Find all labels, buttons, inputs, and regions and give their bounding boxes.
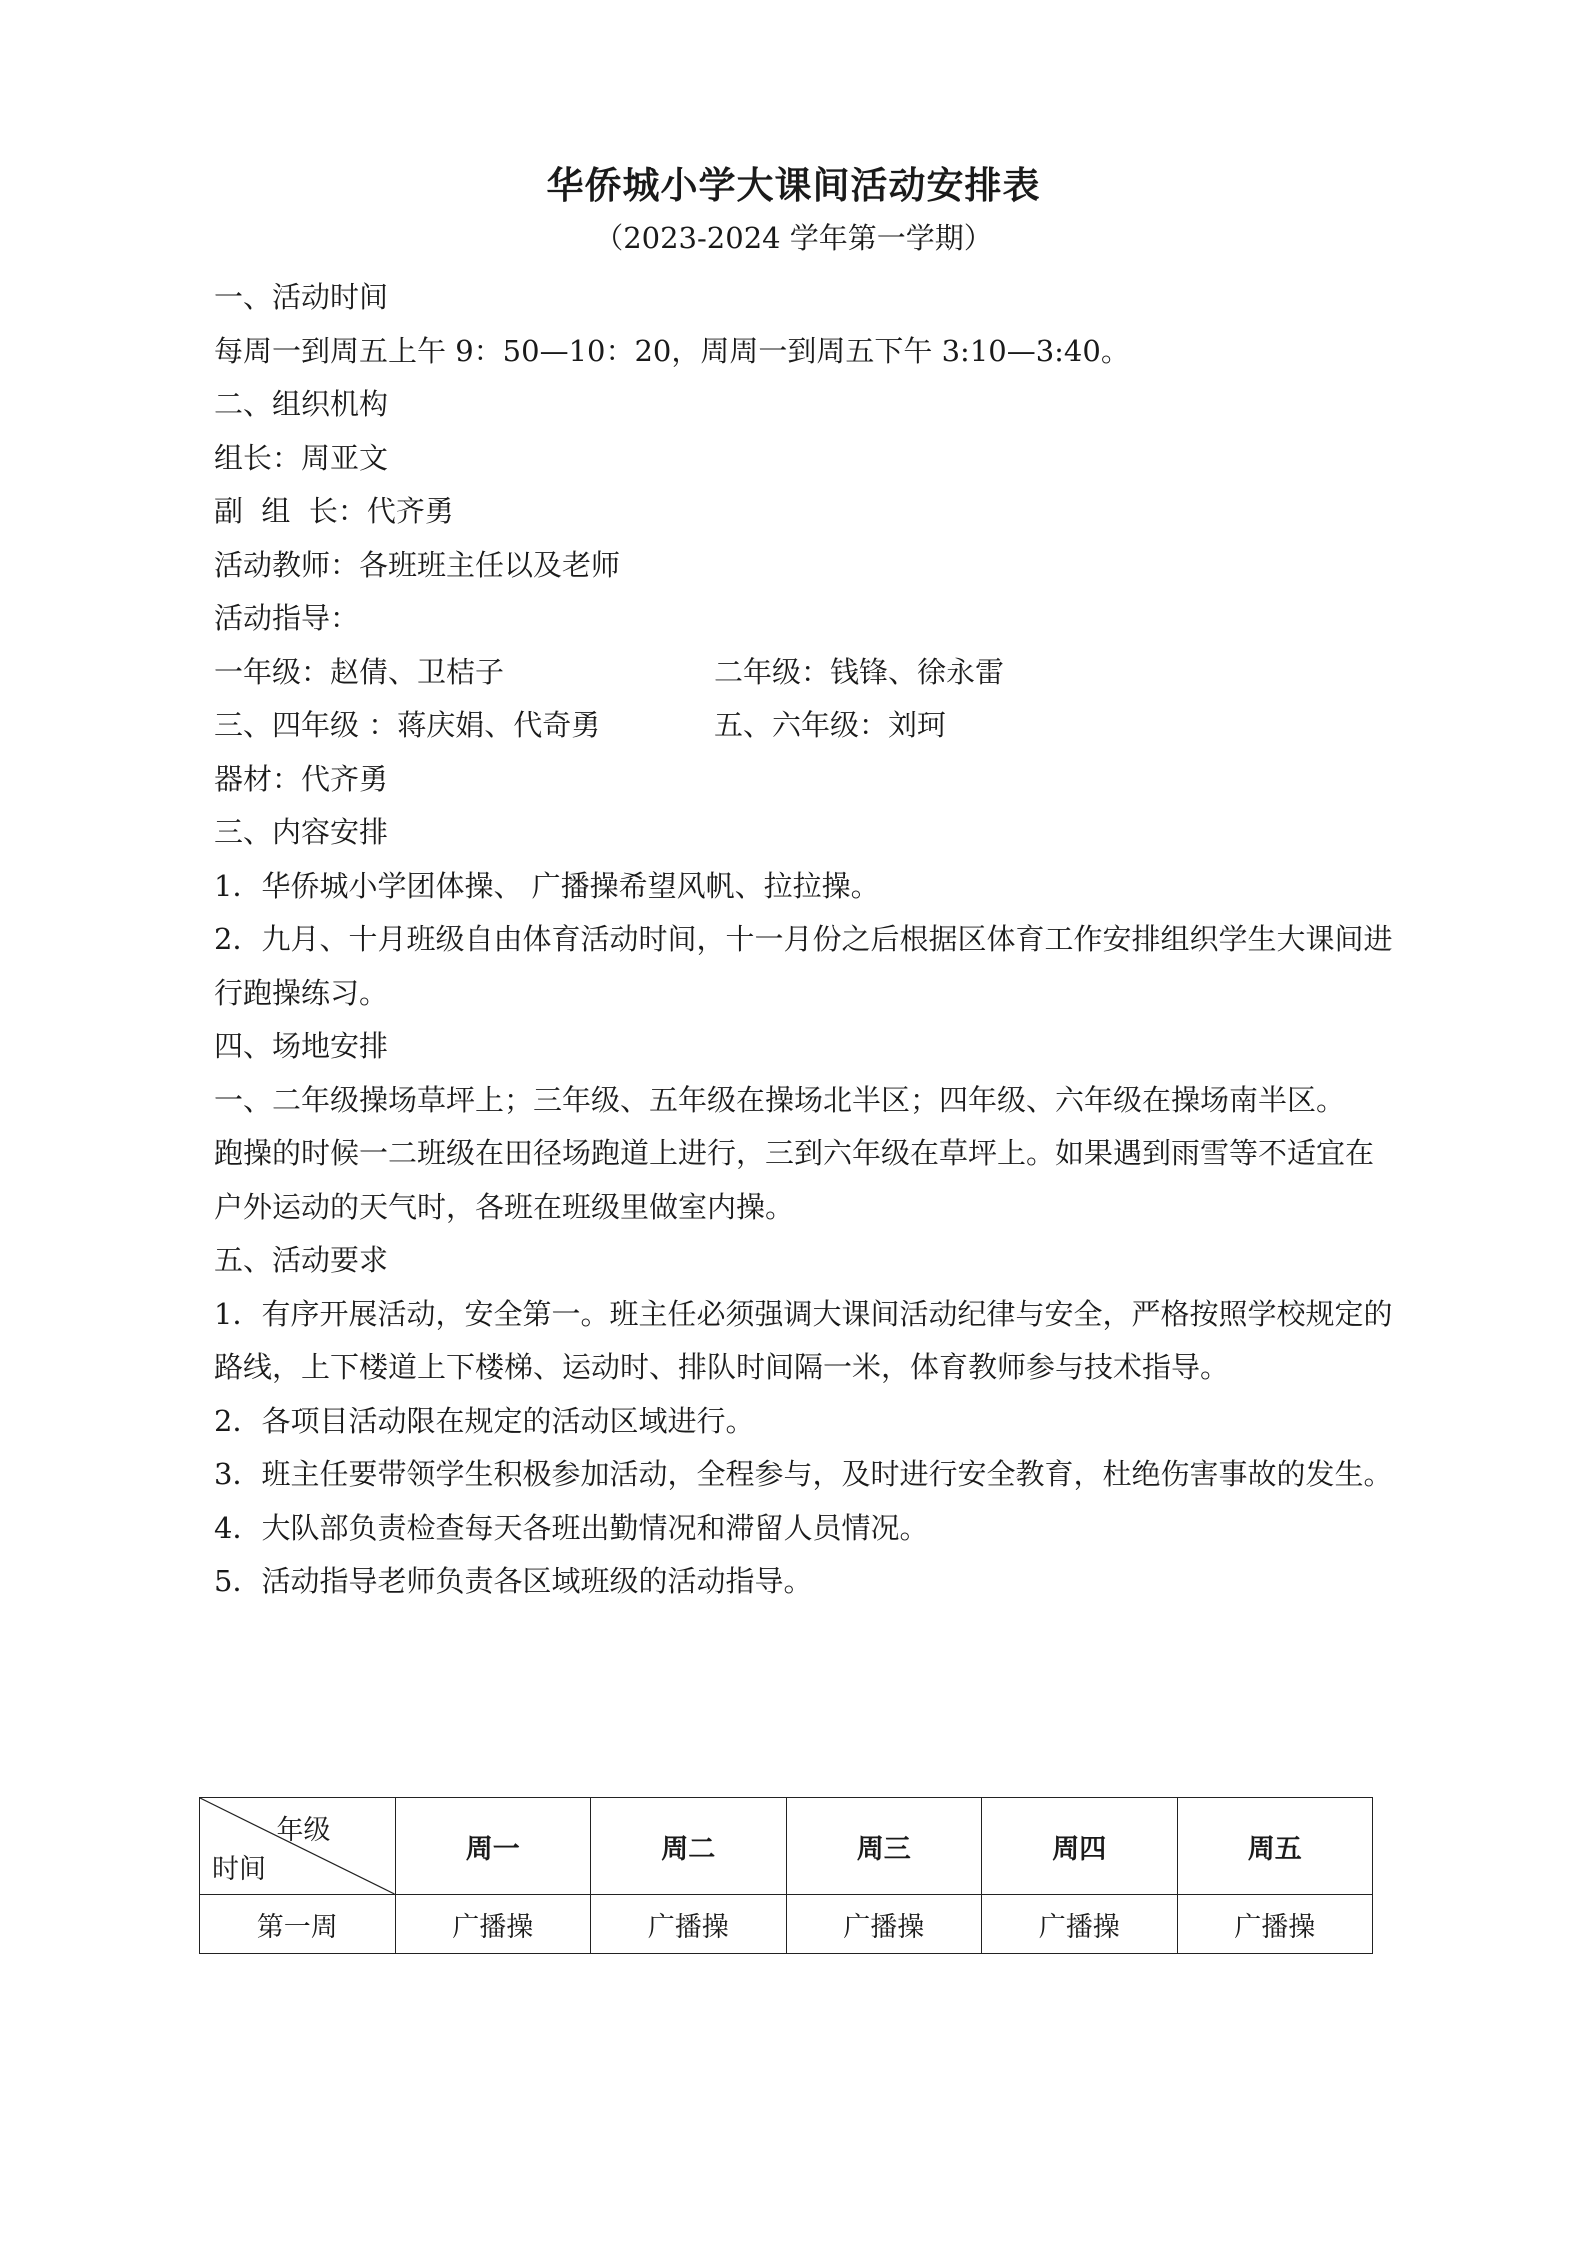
- table-header-row: [200, 1798, 1373, 1895]
- document-body: [214, 271, 1399, 1609]
- equipment: 器材：代齐勇: [214, 761, 389, 796]
- guide-grade-1: 一年级：赵倩、卫桔子: [214, 654, 505, 689]
- org-deputy: 副 组 长：代齐勇: [214, 494, 454, 528]
- org-guidance: 活动指导：: [214, 601, 360, 635]
- header-tue: 周二: [591, 1798, 787, 1895]
- cell-mon: 广播操: [395, 1895, 591, 1954]
- requirement-item-4: 4．大队部负责检查每天各班出勤情况和滞留人员情况。: [214, 1510, 929, 1545]
- header-wed: 周三: [786, 1798, 982, 1895]
- org-leader: 组长：周亚文: [214, 440, 389, 475]
- venue-item-2: 跑操的时候一二班级在田径场跑道上进行，三到六年级在草坪上。如果遇到雨雪等不适宜在户外运动的天气时，各班在班级里做室内操。: [214, 1136, 1375, 1224]
- cell-fri: 广播操: [1177, 1895, 1373, 1954]
- guide-grade-56: 五、六年级：刘珂: [714, 708, 947, 742]
- venue-item-1: 一、二年级操场草坪上；三年级、五年级在操场北半区；四年级、六年级在操场南半区。: [214, 1082, 1346, 1117]
- header-thu: 周四: [982, 1798, 1178, 1895]
- content-heading: 三、内容安排: [214, 815, 389, 849]
- guide-row-2: [214, 699, 1399, 753]
- row-label: 第一周: [200, 1895, 396, 1954]
- guide-row-1: [214, 646, 1399, 700]
- corner-label-grade: 年级: [276, 1815, 331, 1846]
- time-heading: 一、活动时间: [214, 280, 389, 314]
- cell-tue: 广播操: [591, 1895, 787, 1954]
- table-row: [200, 1895, 1373, 1954]
- venue-heading: 四、场地安排: [214, 1029, 389, 1063]
- cell-wed: 广播操: [786, 1895, 982, 1954]
- requirements-heading: 五、活动要求: [214, 1243, 389, 1277]
- header-mon: 周一: [395, 1798, 591, 1895]
- corner-label-time: 时间: [212, 1854, 266, 1885]
- table-corner-cell: [200, 1798, 396, 1895]
- time-text: 每周一到周五上午 9：50—10：20，周周一到周五下午 3:10—3:40。: [214, 333, 1130, 368]
- requirement-item-3: 3．班主任要带领学生积极参加活动，全程参与，及时进行安全教育，杜绝伤害事故的发生。: [214, 1457, 1393, 1491]
- requirement-item-2: 2．各项目活动限在规定的活动区域进行。: [214, 1403, 755, 1438]
- guide-grade-34: 三、四年级 ：蒋庆娟、代奇勇: [214, 708, 601, 742]
- schedule-table: [199, 1797, 1373, 1954]
- requirement-item-1: 1．有序开展活动，安全第一。班主任必须强调大课间活动纪律与安全，严格按照学校规定的路线，上下楼道上下楼梯、运动时、排队时间隔一米，体育教师参与技术指导。: [214, 1296, 1393, 1384]
- cell-thu: 广播操: [982, 1895, 1178, 1954]
- org-teachers: 活动教师：各班班主任以及老师: [214, 547, 621, 582]
- content-item-1: 1．华侨城小学团体操、 广播操希望风帆、拉拉操。: [214, 868, 880, 903]
- org-heading: 二、组织机构: [214, 387, 389, 421]
- requirement-item-5: 5．活动指导老师负责各区域班级的活动指导。: [214, 1564, 813, 1598]
- page-subtitle: （2023-2024 学年第一学期）: [594, 221, 993, 255]
- header-fri: 周五: [1177, 1798, 1373, 1895]
- guide-grade-2: 二年级：钱锋、徐永雷: [714, 654, 1005, 689]
- content-item-2: 2．九月、十月班级自由体育活动时间，十一月份之后根据区体育工作安排组织学生大课间进行跑操练习。: [214, 922, 1393, 1010]
- page-title: 华侨城小学大课间活动安排表: [546, 163, 1041, 207]
